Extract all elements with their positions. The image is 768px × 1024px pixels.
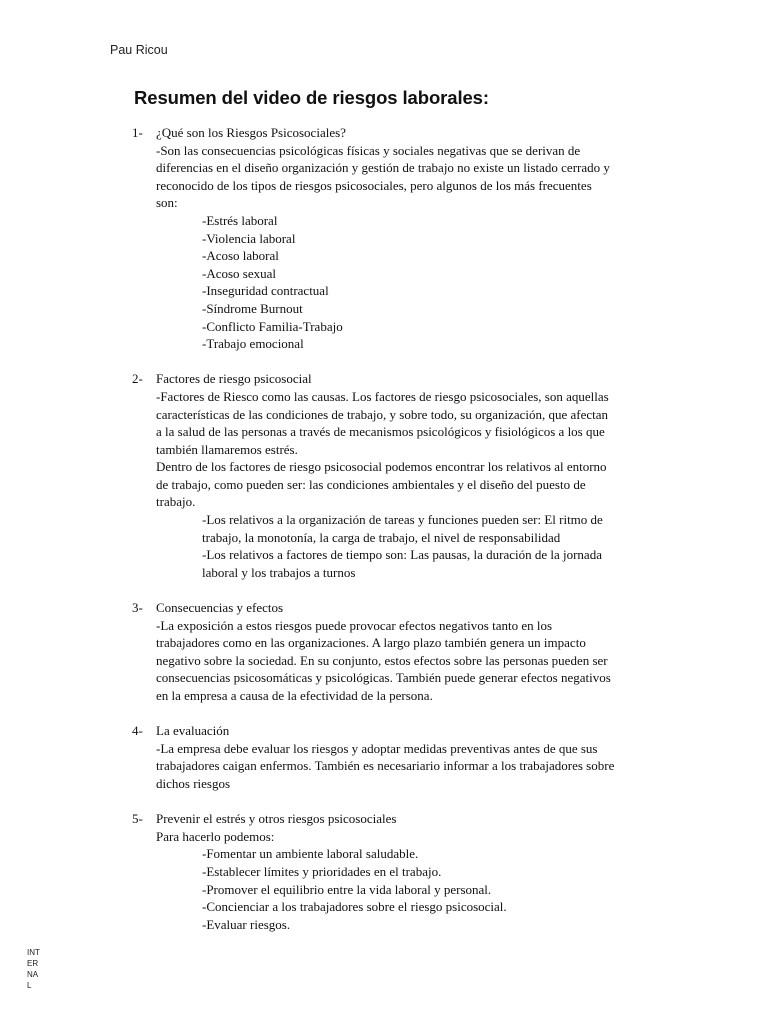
paragraph-line: -La exposición a estos riesgos puede provocar efectos negativos tanto en los	[156, 617, 553, 633]
author-name: Pau Ricou	[110, 43, 168, 57]
paragraph-line: de trabajo, como pueden ser: las condiciones ambientales y el diseño del puesto de	[156, 476, 586, 492]
list-item: -Trabajo emocional	[202, 336, 304, 352]
paragraph-line: a la salud de las personas a través de mecanismos psicológicos y fisiológicos a los que	[156, 424, 605, 440]
section	[132, 810, 692, 933]
paragraph-line: reconocido de los tipos de riesgos psicosociales, pero algunos de los más frecuentes	[156, 177, 592, 193]
classification-line: INT	[27, 948, 40, 957]
list-item: trabajo, la monotonía, la carga de trabajo, el nivel de responsabilidad	[202, 529, 561, 545]
paragraph-line: negativo sobre la sociedad. En su conjunto, estos efectos sobre las personas pueden ser	[156, 652, 608, 668]
list-item: -Síndrome Burnout	[202, 300, 303, 316]
list-item: -Estrés laboral	[202, 212, 278, 228]
section-heading	[132, 722, 692, 740]
paragraph-line: son:	[156, 195, 178, 211]
list-item: -Los relativos a factores de tiempo son: Las pausas, la duración de la jornada	[202, 547, 602, 563]
list-item: -Conflicto Familia-Trabajo	[202, 318, 343, 334]
section-heading-text: La evaluación	[156, 723, 230, 739]
section-heading-text: ¿Qué son los Riesgos Psicosociales?	[156, 125, 346, 140]
paragraph-line: dichos riesgos	[156, 775, 231, 791]
list-item: -Evaluar riesgos.	[202, 916, 291, 932]
section-number: 1-	[132, 125, 143, 140]
section	[132, 370, 692, 581]
document-title: Resumen del video de riesgos laborales:	[134, 87, 489, 108]
list-item: -Violencia laboral	[202, 230, 296, 246]
section-heading	[132, 810, 692, 828]
paragraph-line: -Factores de Riesco como las causas. Los factores de riesgo psicosociales, son aquellas	[156, 388, 609, 404]
section-heading-text: Consecuencias y efectos	[156, 600, 284, 616]
paragraph-line: -La empresa debe evaluar los riesgos y adoptar medidas preventivas antes de que sus	[156, 740, 598, 756]
list-item: -Promover el equilibrio entre la vida laboral y personal.	[202, 881, 492, 897]
document-body	[132, 124, 692, 951]
section-heading	[132, 370, 692, 388]
section-heading	[132, 124, 692, 142]
section-heading	[132, 599, 692, 617]
paragraph-line: consecuencias psicosomáticas y psicológicas. También puede generar efectos negativos	[156, 670, 611, 686]
section-number: 5-	[132, 811, 143, 827]
list-item: -Inseguridad contractual	[202, 283, 329, 299]
paragraph-line: Dentro de los factores de riesgo psicosocial podemos encontrar los relativos al entorno	[156, 459, 607, 475]
paragraph-line: también llamaremos estrés.	[156, 441, 298, 457]
list-item: -Acoso sexual	[202, 265, 277, 281]
section-heading-text: Prevenir el estrés y otros riesgos psicosociales	[156, 811, 397, 827]
classification-line: L	[27, 981, 32, 990]
classification-line: NA	[27, 970, 39, 979]
paragraph-line: trabajadores caigan enfermos. También es necesariario informar a los trabajadores sobre	[156, 758, 615, 774]
classification-line: ER	[27, 959, 39, 968]
section-number: 2-	[132, 371, 143, 387]
section	[132, 124, 692, 353]
list-item: -Acoso laboral	[202, 248, 279, 264]
section-number: 3-	[132, 600, 143, 616]
section-number: 4-	[132, 723, 143, 739]
list-item: laboral y los trabajos a turnos	[202, 564, 356, 580]
paragraph-line: características de las condiciones de trabajo, y sobre todo, su organización, que afectan	[156, 406, 609, 422]
paragraph-line: Para hacerlo podemos:	[156, 828, 275, 844]
section	[132, 722, 692, 792]
paragraph-line: -Son las consecuencias psicológicas físicas y sociales negativas que se derivan de	[156, 142, 581, 158]
section-heading-text: Factores de riesgo psicosocial	[156, 371, 312, 387]
list-item: -Concienciar a los trabajadores sobre el riesgo psicosocial.	[202, 899, 507, 915]
classification-label	[27, 947, 40, 991]
list-item: -Los relativos a la organización de tareas y funciones pueden ser: El ritmo de	[202, 512, 603, 528]
section	[132, 599, 692, 705]
paragraph-line: trabajo.	[156, 494, 196, 510]
paragraph-line: trabajadores como en las organizaciones. A largo plazo también genera un impacto	[156, 635, 586, 651]
list-item: -Fomentar un ambiente laboral saludable.	[202, 846, 419, 862]
paragraph-line: diferencias en el diseño organización y gestión de trabajo no existe un listado cerrado y	[156, 160, 610, 176]
list-item: -Establecer límites y prioridades en el trabajo.	[202, 863, 442, 879]
paragraph-line: en la empresa a causa de la efectividad de la persona.	[156, 688, 433, 703]
